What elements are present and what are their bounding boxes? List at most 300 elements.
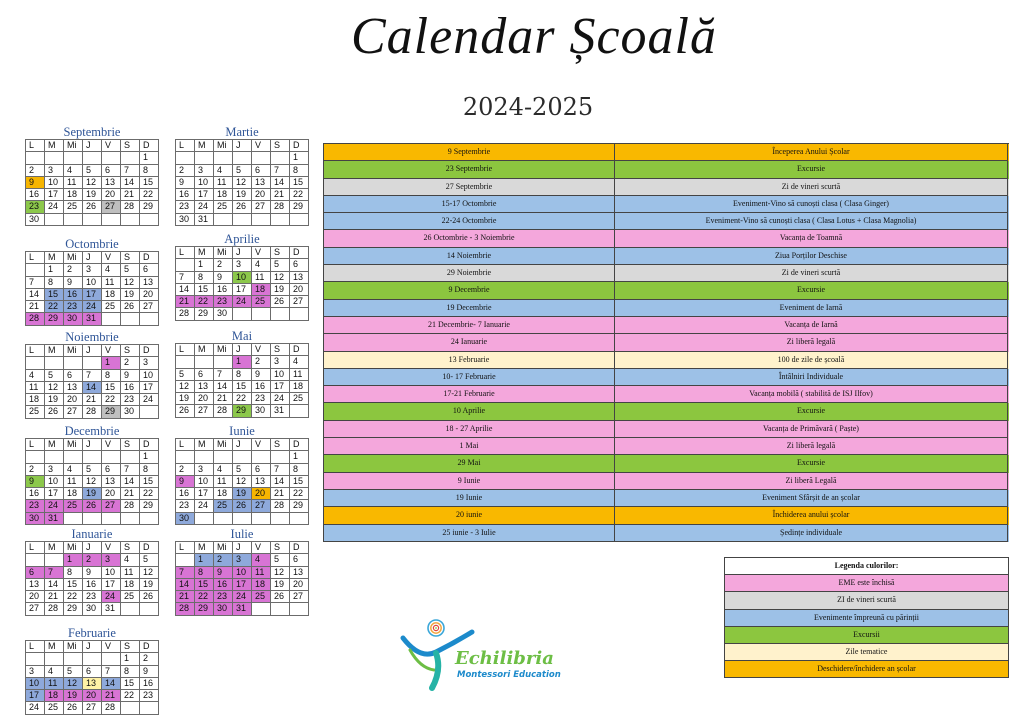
event-name: Excursie xyxy=(615,455,1008,472)
event-name: Zi liberă Legală xyxy=(615,473,1008,490)
event-row xyxy=(324,421,1009,438)
day-cell: 2 xyxy=(252,356,271,368)
empty-day-cell xyxy=(252,513,271,525)
empty-day-cell xyxy=(252,603,271,615)
weekday-header: D xyxy=(140,542,159,554)
weekday-header: M xyxy=(195,542,214,554)
day-cell: 28 xyxy=(271,201,290,213)
empty-day-cell xyxy=(102,214,121,226)
day-cell: 26 xyxy=(233,500,252,512)
day-cell: 4 xyxy=(64,464,83,476)
weekday-header: Mi xyxy=(64,439,83,451)
event-row xyxy=(324,369,1009,386)
day-cell: 28 xyxy=(176,308,195,320)
empty-day-cell xyxy=(214,214,233,226)
event-row xyxy=(324,317,1009,334)
day-cell: 15 xyxy=(140,476,159,488)
day-cell: 3 xyxy=(233,259,252,271)
day-cell: 25 xyxy=(45,702,64,714)
day-cell: 14 xyxy=(176,579,195,591)
weekday-header: Mi xyxy=(64,641,83,653)
empty-day-cell xyxy=(214,152,233,164)
weekday-header: D xyxy=(140,641,159,653)
empty-day-cell xyxy=(102,451,121,463)
day-cell: 5 xyxy=(176,369,195,381)
weekday-header: V xyxy=(102,252,121,264)
empty-day-cell xyxy=(271,603,290,615)
day-cell: 30 xyxy=(26,513,45,525)
day-cell: 3 xyxy=(83,264,102,276)
month-grid xyxy=(175,343,309,418)
day-cell: 14 xyxy=(102,678,121,690)
day-cell: 14 xyxy=(45,579,64,591)
day-cell: 17 xyxy=(233,579,252,591)
weekday-header: J xyxy=(233,140,252,152)
day-cell: 17 xyxy=(26,690,45,702)
day-cell: 30 xyxy=(176,513,195,525)
empty-day-cell xyxy=(83,357,102,369)
day-cell: 6 xyxy=(102,464,121,476)
weekday-header: J xyxy=(83,439,102,451)
day-cell: 6 xyxy=(140,264,159,276)
day-cell: 4 xyxy=(214,464,233,476)
day-cell: 3 xyxy=(195,165,214,177)
day-cell: 25 xyxy=(252,296,271,308)
weekday-header: S xyxy=(121,542,140,554)
day-cell: 22 xyxy=(102,394,121,406)
month-title: Aprilie xyxy=(224,232,260,246)
empty-day-cell xyxy=(83,513,102,525)
event-row xyxy=(324,490,1009,507)
month-calendar-aprilie xyxy=(175,232,309,321)
day-cell: 2 xyxy=(214,554,233,566)
day-cell: 14 xyxy=(121,476,140,488)
day-cell: 26 xyxy=(64,702,83,714)
day-cell: 4 xyxy=(252,554,271,566)
day-cell: 27 xyxy=(64,406,83,418)
logo-name: Echilibria xyxy=(455,648,554,669)
day-cell: 23 xyxy=(140,690,159,702)
day-cell: 17 xyxy=(195,189,214,201)
weekday-header: J xyxy=(83,641,102,653)
day-cell: 2 xyxy=(121,357,140,369)
empty-day-cell xyxy=(176,152,195,164)
day-cell: 11 xyxy=(290,369,309,381)
day-cell: 5 xyxy=(83,165,102,177)
day-cell: 16 xyxy=(26,189,45,201)
day-cell: 2 xyxy=(64,264,83,276)
weekday-header: M xyxy=(195,344,214,356)
event-name: Vacanța mobilă ( stabilită de ISJ Ilfov) xyxy=(615,386,1008,403)
day-cell: 23 xyxy=(214,591,233,603)
month-calendar-noiembrie xyxy=(25,330,159,419)
weekday-header: V xyxy=(102,140,121,152)
day-cell: 25 xyxy=(64,201,83,213)
weekday-header: D xyxy=(140,345,159,357)
day-cell: 4 xyxy=(290,356,309,368)
day-cell: 8 xyxy=(102,370,121,382)
empty-day-cell xyxy=(83,214,102,226)
day-cell: 1 xyxy=(195,259,214,271)
event-date: 24 Ianuarie xyxy=(324,334,615,351)
day-cell: 27 xyxy=(290,296,309,308)
day-cell: 16 xyxy=(26,488,45,500)
weekday-header: S xyxy=(271,344,290,356)
empty-day-cell xyxy=(252,451,271,463)
event-date: 23 Septembrie xyxy=(324,161,615,178)
day-cell: 30 xyxy=(252,405,271,417)
day-cell: 28 xyxy=(102,702,121,714)
day-cell: 5 xyxy=(121,264,140,276)
legend-item: ZI de vineri scurtă xyxy=(725,592,1009,609)
day-cell: 1 xyxy=(233,356,252,368)
event-name: Zi de vineri scurtă xyxy=(615,179,1008,196)
day-cell: 6 xyxy=(252,464,271,476)
day-cell: 5 xyxy=(233,464,252,476)
day-cell: 13 xyxy=(26,579,45,591)
weekday-header: S xyxy=(121,345,140,357)
weekday-header: L xyxy=(26,542,45,554)
event-date: 29 Mai xyxy=(324,455,615,472)
weekday-header: D xyxy=(290,542,309,554)
day-cell: 8 xyxy=(64,567,83,579)
day-cell: 13 xyxy=(64,382,83,394)
event-row xyxy=(324,282,1009,299)
day-cell: 20 xyxy=(64,394,83,406)
day-cell: 2 xyxy=(26,165,45,177)
weekday-header: Mi xyxy=(64,542,83,554)
day-cell: 27 xyxy=(102,500,121,512)
event-name: Vacanța de Toamnă xyxy=(615,230,1008,247)
day-cell: 18 xyxy=(26,394,45,406)
day-cell: 8 xyxy=(45,277,64,289)
day-cell: 1 xyxy=(121,653,140,665)
weekday-header: M xyxy=(45,140,64,152)
day-cell: 13 xyxy=(290,272,309,284)
day-cell: 4 xyxy=(252,259,271,271)
day-cell: 28 xyxy=(83,406,102,418)
weekday-header: Mi xyxy=(214,344,233,356)
day-cell: 1 xyxy=(290,152,309,164)
day-cell: 3 xyxy=(271,356,290,368)
day-cell: 6 xyxy=(290,554,309,566)
day-cell: 7 xyxy=(271,165,290,177)
day-cell: 22 xyxy=(121,690,140,702)
empty-day-cell xyxy=(271,308,290,320)
day-cell: 13 xyxy=(195,381,214,393)
empty-day-cell xyxy=(140,513,159,525)
empty-day-cell xyxy=(233,308,252,320)
day-cell: 24 xyxy=(195,500,214,512)
day-cell: 6 xyxy=(64,370,83,382)
weekday-header: J xyxy=(83,252,102,264)
day-cell: 17 xyxy=(102,579,121,591)
day-cell: 21 xyxy=(214,393,233,405)
empty-day-cell xyxy=(195,152,214,164)
day-cell: 18 xyxy=(64,189,83,201)
weekday-header: Mi xyxy=(214,542,233,554)
day-cell: 2 xyxy=(83,554,102,566)
day-cell: 27 xyxy=(252,500,271,512)
month-grid xyxy=(25,438,159,525)
event-row xyxy=(324,507,1009,524)
day-cell: 30 xyxy=(121,406,140,418)
day-cell: 27 xyxy=(102,201,121,213)
day-cell: 27 xyxy=(83,702,102,714)
empty-day-cell xyxy=(26,451,45,463)
month-calendar-iunie xyxy=(175,424,309,525)
event-row xyxy=(324,300,1009,317)
color-legend xyxy=(724,557,1009,678)
day-cell: 28 xyxy=(121,201,140,213)
empty-day-cell xyxy=(271,214,290,226)
day-cell: 6 xyxy=(83,666,102,678)
month-title: Mai xyxy=(231,329,253,343)
day-cell: 9 xyxy=(176,476,195,488)
event-date: 14 Noiembrie xyxy=(324,248,615,265)
day-cell: 17 xyxy=(83,289,102,301)
month-calendar-ianuarie xyxy=(25,527,159,616)
day-cell: 13 xyxy=(290,567,309,579)
event-name: Zi liberă legală xyxy=(615,438,1008,455)
day-cell: 8 xyxy=(290,464,309,476)
event-name: Eveniment-Vino să cunoști clasa ( Clasa Ginger) xyxy=(615,196,1008,213)
empty-day-cell xyxy=(271,152,290,164)
day-cell: 8 xyxy=(290,165,309,177)
day-cell: 20 xyxy=(26,591,45,603)
day-cell: 12 xyxy=(83,177,102,189)
day-cell: 26 xyxy=(233,201,252,213)
day-cell: 12 xyxy=(45,382,64,394)
month-calendar-mai xyxy=(175,329,309,418)
empty-day-cell xyxy=(102,653,121,665)
day-cell: 2 xyxy=(176,464,195,476)
event-name: Zi de vineri scurtă xyxy=(615,265,1008,282)
event-date: 15-17 Octombrie xyxy=(324,196,615,213)
month-title: Octombrie xyxy=(65,237,119,251)
day-cell: 9 xyxy=(26,177,45,189)
day-cell: 23 xyxy=(176,201,195,213)
day-cell: 11 xyxy=(64,177,83,189)
day-cell: 31 xyxy=(271,405,290,417)
weekday-header: Mi xyxy=(64,345,83,357)
day-cell: 6 xyxy=(252,165,271,177)
day-cell: 16 xyxy=(176,189,195,201)
month-grid xyxy=(25,139,159,226)
event-row xyxy=(324,196,1009,213)
day-cell: 10 xyxy=(271,369,290,381)
day-cell: 15 xyxy=(121,678,140,690)
weekday-header: J xyxy=(233,344,252,356)
day-cell: 2 xyxy=(26,464,45,476)
empty-day-cell xyxy=(195,451,214,463)
day-cell: 19 xyxy=(271,579,290,591)
weekday-header: M xyxy=(45,439,64,451)
day-cell: 8 xyxy=(195,272,214,284)
empty-day-cell xyxy=(26,357,45,369)
day-cell: 17 xyxy=(271,381,290,393)
day-cell: 16 xyxy=(140,678,159,690)
day-cell: 9 xyxy=(26,476,45,488)
day-cell: 27 xyxy=(252,201,271,213)
day-cell: 21 xyxy=(121,488,140,500)
weekday-header: J xyxy=(83,542,102,554)
day-cell: 3 xyxy=(45,165,64,177)
day-cell: 10 xyxy=(45,476,64,488)
weekday-header: S xyxy=(121,252,140,264)
day-cell: 7 xyxy=(176,272,195,284)
day-cell: 25 xyxy=(102,301,121,313)
day-cell: 3 xyxy=(140,357,159,369)
event-date: 10 Aprilie xyxy=(324,403,615,420)
event-row xyxy=(324,230,1009,247)
day-cell: 18 xyxy=(252,579,271,591)
events-table xyxy=(323,143,1009,542)
month-title: Decembrie xyxy=(64,424,120,438)
day-cell: 15 xyxy=(195,579,214,591)
month-grid xyxy=(175,438,309,525)
weekday-header: M xyxy=(195,439,214,451)
day-cell: 30 xyxy=(83,603,102,615)
day-cell: 27 xyxy=(195,405,214,417)
empty-day-cell xyxy=(121,214,140,226)
day-cell: 10 xyxy=(83,277,102,289)
empty-day-cell xyxy=(140,603,159,615)
day-cell: 23 xyxy=(252,393,271,405)
day-cell: 23 xyxy=(64,301,83,313)
day-cell: 26 xyxy=(45,406,64,418)
event-name: Vacanța de Primăvară ( Paște) xyxy=(615,421,1008,438)
day-cell: 31 xyxy=(45,513,64,525)
day-cell: 17 xyxy=(45,189,64,201)
weekday-header: L xyxy=(26,439,45,451)
day-cell: 13 xyxy=(102,476,121,488)
empty-day-cell xyxy=(64,513,83,525)
event-date: 9 Septembrie xyxy=(324,144,615,161)
day-cell: 11 xyxy=(64,476,83,488)
day-cell: 8 xyxy=(140,165,159,177)
event-name: Ziua Porților Deschise xyxy=(615,248,1008,265)
day-cell: 7 xyxy=(45,567,64,579)
month-title: Februarie xyxy=(68,626,116,640)
empty-day-cell xyxy=(45,152,64,164)
day-cell: 14 xyxy=(271,177,290,189)
month-title: Septembrie xyxy=(63,125,121,139)
day-cell: 2 xyxy=(140,653,159,665)
day-cell: 17 xyxy=(140,382,159,394)
weekday-header: L xyxy=(26,252,45,264)
month-calendar-decembrie xyxy=(25,424,159,525)
day-cell: 24 xyxy=(140,394,159,406)
day-cell: 12 xyxy=(64,678,83,690)
event-row xyxy=(324,265,1009,282)
day-cell: 13 xyxy=(102,177,121,189)
weekday-header: Mi xyxy=(214,140,233,152)
event-date: 26 Octombrie - 3 Noiembrie xyxy=(324,230,615,247)
empty-day-cell xyxy=(140,702,159,714)
day-cell: 3 xyxy=(26,666,45,678)
event-date: 20 iunie xyxy=(324,507,615,524)
day-cell: 1 xyxy=(195,554,214,566)
month-calendar-septembrie xyxy=(25,125,159,226)
day-cell: 22 xyxy=(195,296,214,308)
weekday-header: Mi xyxy=(214,247,233,259)
empty-day-cell xyxy=(64,653,83,665)
weekday-header: J xyxy=(233,247,252,259)
day-cell: 24 xyxy=(45,500,64,512)
day-cell: 15 xyxy=(102,382,121,394)
day-cell: 18 xyxy=(214,189,233,201)
day-cell: 7 xyxy=(121,165,140,177)
day-cell: 1 xyxy=(102,357,121,369)
weekday-header: M xyxy=(45,252,64,264)
day-cell: 29 xyxy=(45,313,64,325)
weekday-header: L xyxy=(26,140,45,152)
day-cell: 10 xyxy=(102,567,121,579)
day-cell: 7 xyxy=(26,277,45,289)
empty-day-cell xyxy=(64,214,83,226)
day-cell: 15 xyxy=(140,177,159,189)
empty-day-cell xyxy=(121,603,140,615)
weekday-header: D xyxy=(140,140,159,152)
day-cell: 25 xyxy=(214,201,233,213)
empty-day-cell xyxy=(121,451,140,463)
weekday-header: L xyxy=(176,542,195,554)
day-cell: 22 xyxy=(140,488,159,500)
day-cell: 1 xyxy=(64,554,83,566)
empty-day-cell xyxy=(121,152,140,164)
weekday-header: D xyxy=(140,252,159,264)
day-cell: 16 xyxy=(83,579,102,591)
empty-day-cell xyxy=(45,451,64,463)
day-cell: 15 xyxy=(290,177,309,189)
day-cell: 9 xyxy=(176,177,195,189)
day-cell: 31 xyxy=(83,313,102,325)
day-cell: 11 xyxy=(214,476,233,488)
empty-day-cell xyxy=(214,356,233,368)
empty-day-cell xyxy=(214,451,233,463)
legend-title: Legenda culorilor: xyxy=(725,558,1009,575)
empty-day-cell xyxy=(271,513,290,525)
empty-day-cell xyxy=(26,152,45,164)
empty-day-cell xyxy=(252,152,271,164)
month-grid xyxy=(25,640,159,715)
day-cell: 21 xyxy=(271,488,290,500)
empty-day-cell xyxy=(233,513,252,525)
empty-day-cell xyxy=(26,264,45,276)
day-cell: 16 xyxy=(214,579,233,591)
month-title: Iunie xyxy=(229,424,255,438)
day-cell: 18 xyxy=(45,690,64,702)
day-cell: 20 xyxy=(83,690,102,702)
day-cell: 9 xyxy=(252,369,271,381)
day-cell: 10 xyxy=(45,177,64,189)
empty-day-cell xyxy=(26,554,45,566)
empty-day-cell xyxy=(195,356,214,368)
event-name: Eveniment de Iarnă xyxy=(615,300,1008,317)
day-cell: 11 xyxy=(26,382,45,394)
day-cell: 7 xyxy=(176,567,195,579)
day-cell: 25 xyxy=(290,393,309,405)
event-date: 19 Iunie xyxy=(324,490,615,507)
day-cell: 23 xyxy=(26,201,45,213)
event-name: Începerea Anului Școlar xyxy=(615,144,1008,161)
day-cell: 20 xyxy=(102,189,121,201)
day-cell: 7 xyxy=(121,464,140,476)
event-date: 29 Noiembrie xyxy=(324,265,615,282)
weekday-header: M xyxy=(45,641,64,653)
weekday-header: V xyxy=(252,344,271,356)
